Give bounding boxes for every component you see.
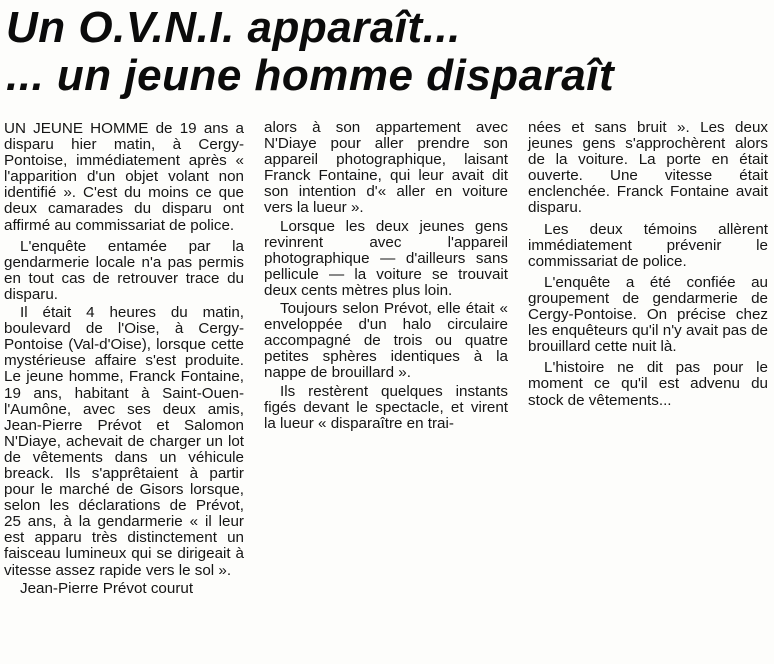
paragraph: Les deux témoins allèrent immédiatement prévenir le commissariat de police. [528, 220, 768, 270]
paragraph: Il était 4 heures du matin, boulevard de l'Oise, à Cergy-Pontoise (Val-d'Oise), lorsque cette mystérieuse affaire s'est produite. Le jeune homme, Franck Fontaine, 19 ans, habitant à Saint-Ouen-l'Aumône, avec ses deux amis, Jean-Pierre Prévot et Salomon N'Diaye, achevait de charger un lot de vêtements dans un véhicule breack. Ils s'apprêtaient à partir pour le marché de Gisors lorsque, selon les déclarations de Prévot, 25 ans, à la gendarmerie « il leur est apparu très distinctement un faisceau lumineux qui se dirigeait à vitesse assez rapide vers le sol ». [4, 304, 244, 579]
paragraph: alors à son appartement avec N'Diaye pour aller prendre son appareil photographique, laisant Franck Fontaine, qui leur avait dit son intention d'« aller en voiture vers la lueur ». [264, 119, 508, 217]
headline-line-2: ... un jeune homme disparaît [6, 51, 615, 100]
paragraph: L'enquête entamée par la gendarmerie locale n'a pas permis en tout cas de retrouver trace du disparu. [4, 237, 244, 303]
paragraph: L'histoire ne dit pas pour le moment ce qu'il est advenu du stock de vêtements... [528, 359, 768, 409]
paragraph: Toujours selon Prévot, elle était « enveloppée d'un halo circulaire accompagné de trois ou quatre petites sphères identiques à la nappe de brouillard ». [264, 300, 508, 382]
paragraph: Lorsque les deux jeunes gens revinrent avec l'appareil photographique — d'ailleurs sans pellicule — la voiture se trouvait deux cents mètres plus loin. [264, 217, 508, 299]
paragraph: nées et sans bruit ». Les deux jeunes gens s'approchèrent alors de la voiture. La porte en était ouverte. Une vitesse était enclenchée. Franck Fontaine avait disparu. [528, 119, 768, 217]
article-column-2 [264, 120, 508, 432]
article-column-3 [528, 120, 768, 409]
paragraph: L'enquête a été confiée au groupement de gendarmerie de Cergy-Pontoise. On précise chez les enquêteurs qu'il n'y avait pas de brouillard cette nuit là. [528, 273, 768, 356]
paragraph: Jean-Pierre Prévot courut [20, 579, 194, 597]
paragraph: Ils restèrent quelques instants figés devant le spectacle, et virent la lueur « disparaître en trai- [264, 382, 508, 432]
headline-line-1: Un O.V.N.I. apparaît... [6, 3, 461, 52]
article-column-1 [4, 121, 244, 597]
paragraph-lead: UN JEUNE HOMME de 19 ans a disparu hier matin, à Cergy-Pontoise, immédiatement après « l'apparition d'un objet volant non identifié ». C'est du moins ce que deux camarades du disparu ont affirmé au commissariat de police. [4, 120, 244, 234]
